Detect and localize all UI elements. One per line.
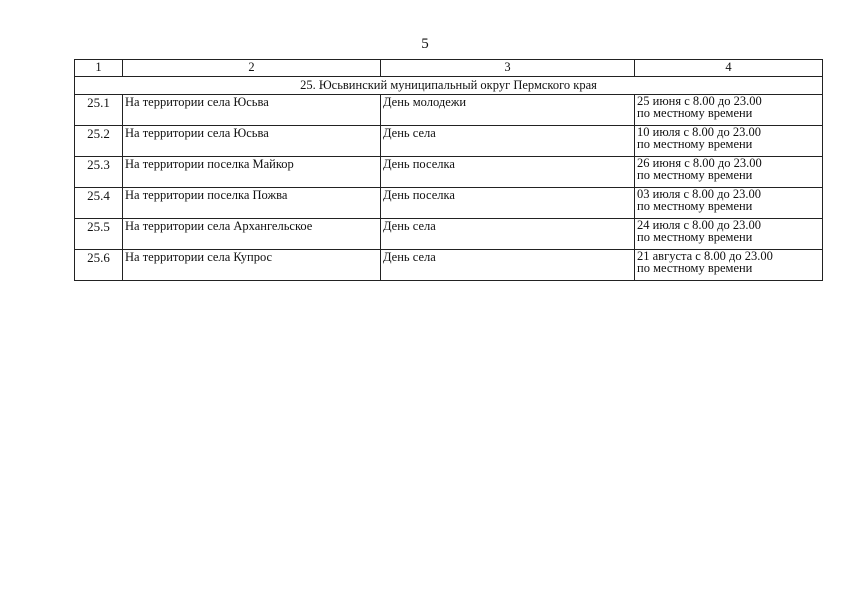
row-time-date: 21 августа с 8.00 до 23.00 xyxy=(637,249,773,263)
row-place: На территории села Юсьва xyxy=(123,95,381,126)
row-time xyxy=(635,126,823,157)
row-time-note: по местному времени xyxy=(637,230,753,244)
row-time-note: по местному времени xyxy=(637,137,753,151)
row-number: 25.2 xyxy=(75,126,123,157)
column-header: 2 xyxy=(123,60,381,77)
row-place: На территории села Архангельское xyxy=(123,219,381,250)
row-number: 25.6 xyxy=(75,250,123,281)
table-row xyxy=(75,95,823,126)
table-header-row xyxy=(75,60,823,77)
row-time xyxy=(635,250,823,281)
row-place: На территории поселка Майкор xyxy=(123,157,381,188)
section-title: 25. Юсьвинский муниципальный округ Пермского края xyxy=(75,77,823,95)
row-event: День села xyxy=(381,219,635,250)
row-event: День села xyxy=(381,250,635,281)
row-place: На территории села Купрос xyxy=(123,250,381,281)
row-time-note: по местному времени xyxy=(637,168,753,182)
table-row xyxy=(75,250,823,281)
column-header: 4 xyxy=(635,60,823,77)
row-event: День села xyxy=(381,126,635,157)
row-time xyxy=(635,219,823,250)
row-event: День поселка xyxy=(381,157,635,188)
row-place: На территории села Юсьва xyxy=(123,126,381,157)
table-row xyxy=(75,157,823,188)
section-row xyxy=(75,77,823,95)
events-table xyxy=(74,59,823,281)
row-time-date: 26 июня с 8.00 до 23.00 xyxy=(637,156,762,170)
table-row xyxy=(75,126,823,157)
row-time-note: по местному времени xyxy=(637,199,753,213)
column-header: 1 xyxy=(75,60,123,77)
table-row xyxy=(75,219,823,250)
row-time xyxy=(635,188,823,219)
page-number: 5 xyxy=(421,36,429,52)
row-time xyxy=(635,95,823,126)
row-time-date: 25 июня с 8.00 до 23.00 xyxy=(637,94,762,108)
column-header: 3 xyxy=(381,60,635,77)
row-number: 25.3 xyxy=(75,157,123,188)
row-number: 25.5 xyxy=(75,219,123,250)
row-time-note: по местному времени xyxy=(637,106,753,120)
row-time xyxy=(635,157,823,188)
row-time-note: по местному времени xyxy=(637,261,753,275)
row-event: День поселка xyxy=(381,188,635,219)
row-time-date: 10 июля с 8.00 до 23.00 xyxy=(637,125,761,139)
row-time-date: 24 июля с 8.00 до 23.00 xyxy=(637,218,761,232)
row-number: 25.4 xyxy=(75,188,123,219)
row-place: На территории поселка Пожва xyxy=(123,188,381,219)
row-time-date: 03 июля с 8.00 до 23.00 xyxy=(637,187,761,201)
table-row xyxy=(75,188,823,219)
row-event: День молодежи xyxy=(381,95,635,126)
row-number: 25.1 xyxy=(75,95,123,126)
